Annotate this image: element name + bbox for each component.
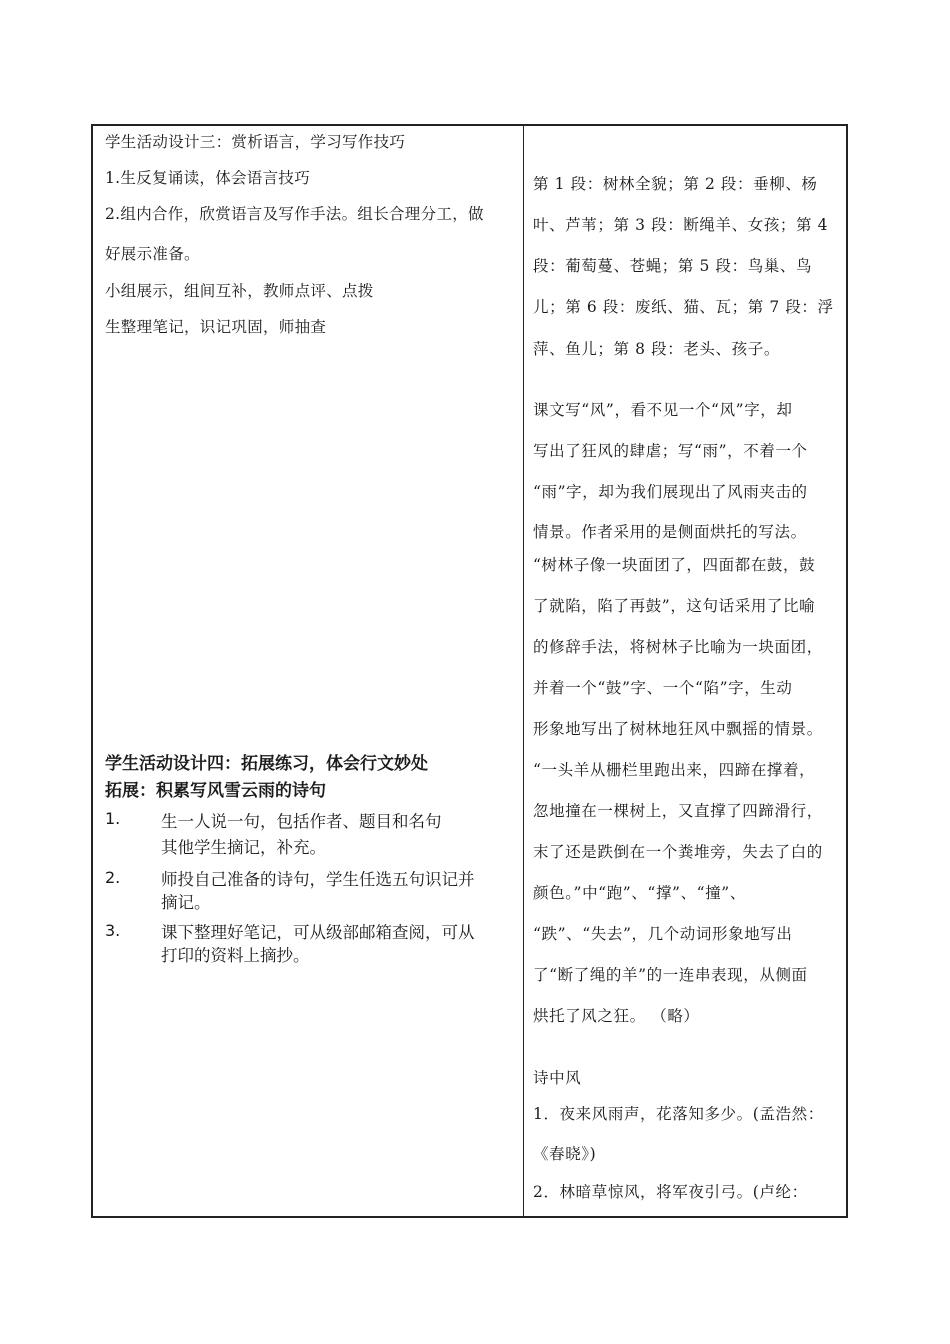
poem-line-3: 2．林暗草惊风，将军夜引弓。(卢纶： [533,1183,808,1201]
para2-line-1: 课文写“风”，看不见一个“风”字，却 [533,401,793,419]
para1-line-3: 段：葡萄蔓、苍蝇；第 5 段：鸟巢、鸟 [533,257,813,275]
section3-line-2: 2.组内合作，欣赏语言及写作手法。组长合理分工，做 [105,205,484,223]
poem-line-1: 1．夜来风雨声，花落知多少。(孟浩然： [533,1105,824,1123]
para2-line-5: “树林子像一块面团了，四面都在鼓，鼓 [533,556,816,574]
section3-line-5: 生整理笔记，识记巩固，师抽查 [105,318,327,336]
item-1-line-2: 其他学生摘记，补充。 [161,838,326,857]
item-3-number: 3. [105,921,121,940]
para2-line-11: 忽地撞在一棵树上，又直撑了四蹄滑行， [533,802,823,820]
para2-line-9: 形象地写出了树林地狂风中飘摇的情景。 [533,720,823,738]
para2-line-10: “一头羊从栅栏里跑出来，四蹄在撑着， [533,761,816,779]
para1-line-1: 第 1 段：树林全貌；第 2 段：垂柳、杨 [533,175,818,193]
para2-line-14: “跌”、“失去”，几个动词形象地写出 [533,925,793,943]
activity-column [93,126,524,1216]
section4-title: 学生活动设计四：拓展练习，体会行文妙处 [105,754,428,774]
lesson-table [91,124,848,1218]
para2-line-7: 的修辞手法，将树林子比喻为一块面团， [533,638,823,656]
para2-line-12: 末了还是跌倒在一个粪堆旁，失去了白的 [533,843,823,861]
item-3-line-2: 打印的资料上摘抄。 [161,946,310,965]
section3-line-1: 1.生反复诵读，体会语言技巧 [105,169,310,187]
poems-heading: 诗中风 [533,1069,582,1087]
para2-line-13: 颜色。”中“跑”、“撑”、“撞”、 [533,884,746,902]
item-2-line-2: 摘记。 [161,893,211,912]
para1-line-2: 叶、芦苇；第 3 段：断绳羊、女孩；第 4 [533,216,829,234]
section3-line-3: 好展示准备。 [105,245,200,263]
para2-line-15: 了“断了绳的羊”的一连串表现，从侧面 [533,966,808,984]
item-1-line-1: 生一人说一句，包括作者、题目和名句 [161,812,442,831]
item-3-line-1: 课下整理好笔记，可从级部邮箱查阅，可从 [161,923,475,942]
para2-line-2: 写出了狂风的肆虐；写“雨”，不着一个 [533,442,808,460]
item-1-number: 1. [105,809,121,828]
item-2-line-1: 师投自己准备的诗句，学生任选五句识记并 [161,870,475,889]
content-column [524,126,846,1216]
para1-line-5: 萍、鱼儿；第 8 段：老头、孩子。 [533,340,780,358]
section3-title: 学生活动设计三：赏析语言，学习写作技巧 [105,133,406,151]
para2-line-16: 烘托了风之狂。 （略） [533,1007,700,1025]
para2-line-3: “雨”字，却为我们展现出了风雨夹击的 [533,483,808,501]
section4-subtitle: 拓展：积累写风雪云雨的诗句 [105,781,326,801]
item-2-number: 2. [105,868,121,887]
para2-line-8: 并着一个“鼓”字、一个“陷”字，生动 [533,679,793,697]
poem-line-2: 《春晓》) [533,1145,597,1163]
para2-line-6: 了就陷，陷了再鼓”，这句话采用了比喻 [533,597,816,615]
section3-line-4: 小组展示，组间互补，教师点评、点拨 [105,282,374,300]
para2-line-4: 情景。作者采用的是侧面烘托的写法。 [533,523,807,541]
para1-line-4: 儿；第 6 段：废纸、猫、瓦；第 7 段：浮 [533,298,834,316]
